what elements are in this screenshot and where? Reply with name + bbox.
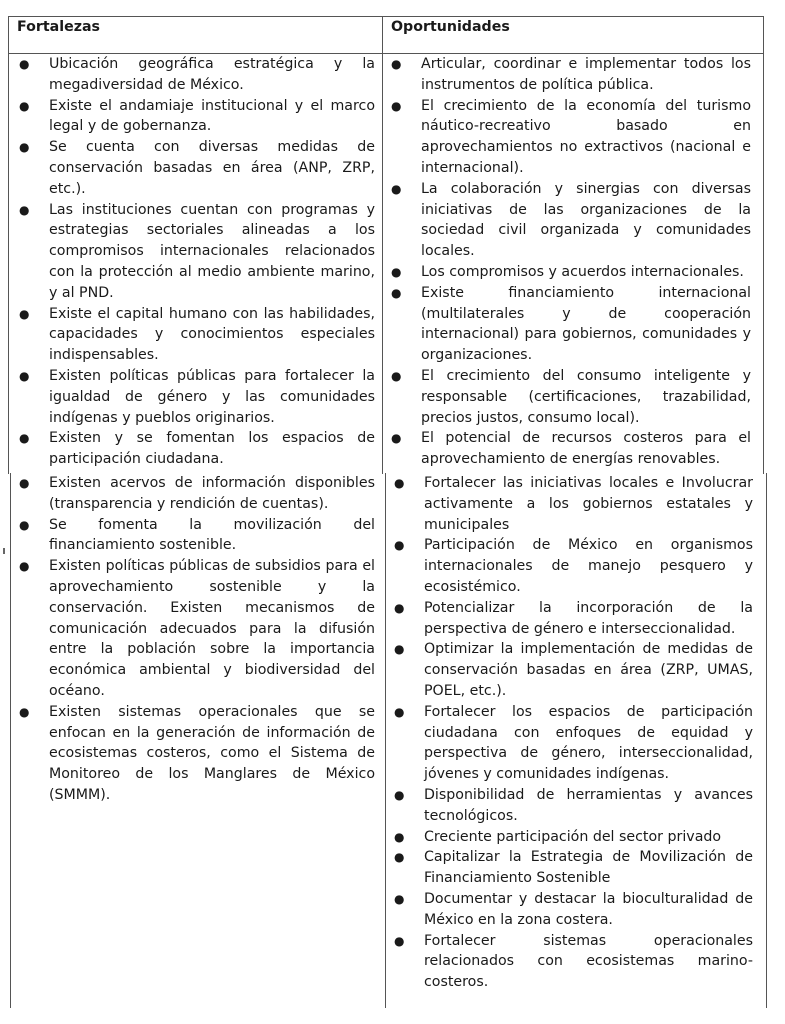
list-item-text: Articular, coordinar e implementar todos los instrumentos de política pública. [421,56,751,93]
list-item-text: Los compromisos y acuerdos internacionales. [421,263,744,280]
list-item-text: El crecimiento del consumo inteligente y responsable (certificaciones, trazabilidad, precios justos, consumo local). [421,367,751,426]
list-item [389,428,751,470]
list-item [17,366,375,428]
list-item [389,54,751,96]
bullet-icon: ● [394,787,405,802]
list-item-text: Ubicación geográfica estratégica y la megadiversidad de México. [49,56,375,93]
list-item [17,428,375,470]
list-item-text: Existen y se fomentan los espacios de participación ciudadana. [49,430,375,468]
swot-table-top-segment [8,16,764,474]
list-item-text: El crecimiento de la economía del turismo náutico-recreativo basado en aprovechamientos no extractivos (nacional e internacional). [421,97,751,176]
list-item [389,366,751,428]
fortalezas-cell-bottom [17,473,375,806]
list-item-text: Se cuenta con diversas medidas de conservación basadas en área (ANP, ZRP, etc.). [49,139,375,197]
oportunidades-cell-bottom [392,473,753,993]
list-item [389,179,751,262]
swot-table-bottom-segment [10,473,767,1008]
header-fortalezas: Fortalezas [17,19,100,35]
bullet-icon: ● [391,431,402,446]
bullet-icon: ● [391,181,402,196]
bullet-icon: ● [394,891,405,906]
bullet-icon: ● [19,140,30,155]
table-header-row [9,17,763,54]
list-item [392,702,753,785]
bullet-icon: ● [19,306,30,321]
list-item-text: Fortalecer las iniciativas locales e Involucrar activamente a los gobiernos estatales y municipales [424,475,753,533]
list-item-text: Existen políticas públicas para fortalecer la igualdad de género y las comunidades indígenas y pueblos originarios. [49,367,375,426]
bullet-icon: ● [391,368,402,383]
list-item-text: Existen acervos de información disponibles (transparencia y rendición de cuentas). [49,475,375,512]
bullet-icon: ● [394,704,405,719]
list-item [392,785,753,827]
bullet-icon: ● [19,98,30,113]
list-item-text: Documentar y destacar la bioculturalidad de México en la zona costera. [424,890,753,928]
list-item [17,54,375,96]
list-item [392,598,753,640]
bullet-icon: ● [19,476,30,490]
list-item-text: Existen políticas públicas de subsidios para el aprovechamiento sostenible y la conservación. Existen mecanismos de comunicación adecuados para la difusión entre la población sobre la importancia económica ambiental y biodiversidad del océano. [49,558,375,699]
list-item-text: Potencializar la incorporación de la perspectiva de género e interseccionalidad. [424,599,753,637]
fortalezas-list [17,473,375,806]
list-item [17,473,375,515]
bullet-icon: ● [394,538,405,553]
list-item-text: Se fomenta la movilización del financiamiento sostenible. [49,516,375,554]
bullet-icon: ● [394,850,405,865]
list-item-text: Creciente participación del sector privado [424,828,722,845]
list-item-text: La colaboración y sinergias con diversas iniciativas de las organizaciones de la sociedad civil organizada y comunidades locales. [421,180,751,260]
bullet-icon: ● [391,98,402,113]
list-item-text: Existe el andamiaje institucional y el marco legal y de gobernanza. [49,97,375,135]
margin-mark [3,548,5,554]
list-item-text: Participación de México en organismos internacionales de manejo pesquero y ecosistémico. [424,537,753,595]
list-item [392,889,753,931]
list-item [389,96,751,179]
oportunidades-list [389,54,751,470]
list-item [392,827,753,848]
column-divider [385,473,386,1008]
list-item [392,473,753,535]
bullet-icon: ● [394,642,405,657]
list-item-text: Existen sistemas operacionales que se enfocan en la generación de información de ecosistemas costeros, como el Sistema de Monitoreo de los Manglares de México (SMMM). [49,703,375,803]
bullet-icon: ● [19,431,30,446]
list-item [392,847,753,889]
bullet-icon: ● [19,517,30,532]
bullet-icon: ● [394,933,405,948]
fortalezas-list [17,54,375,470]
list-item [392,535,753,597]
list-item [389,262,751,283]
column-divider [382,17,383,474]
list-item [389,283,751,366]
list-item [17,96,375,138]
bullet-icon: ● [394,476,405,490]
oportunidades-list [392,473,753,993]
list-item [392,639,753,701]
list-item-text: Fortalecer sistemas operacionales relacionados con ecosistemas marino-costeros. [424,932,753,991]
bullet-icon: ● [391,264,402,279]
bullet-icon: ● [19,368,30,383]
list-item-text: Existe el capital humano con las habilidades, capacidades y conocimientos especiales indispensables. [49,305,375,364]
list-item [17,200,375,304]
bullet-icon: ● [19,202,30,217]
list-item [17,556,375,702]
list-item [392,931,753,993]
list-item [17,515,375,557]
header-oportunidades: Oportunidades [391,19,510,35]
list-item-text: Optimizar la implementación de medidas de conservación basadas en área (ZRP, UMAS, POEL, etc.). [424,641,753,699]
list-item [17,702,375,806]
bullet-icon: ● [394,829,405,844]
oportunidades-cell-top [389,54,751,470]
bullet-icon: ● [391,57,402,71]
list-item [17,304,375,366]
bullet-icon: ● [394,600,405,615]
bullet-icon: ● [19,559,30,574]
bullet-icon: ● [19,57,30,71]
list-item-text: El potencial de recursos costeros para el aprovechamiento de energías renovables. [421,430,751,468]
list-item-text: Disponibilidad de herramientas y avances tecnológicos. [424,786,753,824]
bullet-icon: ● [19,704,30,719]
list-item-text: Existe financiamiento internacional (multilaterales y de cooperación internacional) para gobiernos, comunidades y organizaciones. [421,284,751,364]
list-item-text: Fortalecer los espacios de participación ciudadana con enfoques de equidad y perspectiva de género, interseccionalidad, jóvenes y comunidades indígenas. [424,703,753,783]
list-item-text: Las instituciones cuentan con programas y estrategias sectoriales alineadas a los compromisos internacionales relacionados con la protección al medio ambiente marino, y al PND. [49,201,375,301]
fortalezas-cell-top [17,54,375,470]
list-item [17,137,375,199]
list-item-text: Capitalizar la Estrategia de Movilización de Financiamiento Sostenible [424,849,753,887]
bullet-icon: ● [391,285,402,300]
